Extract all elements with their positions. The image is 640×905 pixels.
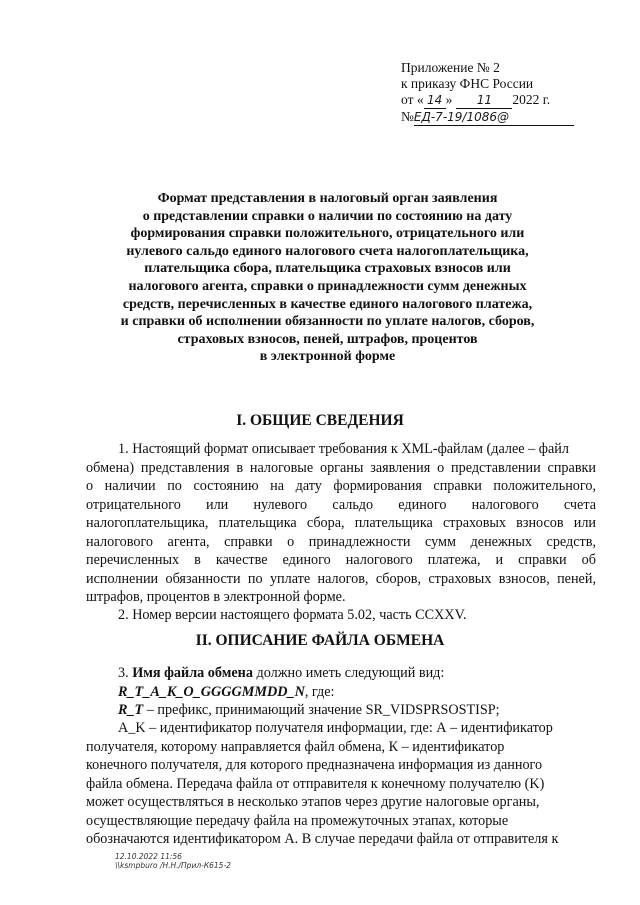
paragraph-line: файла обмена. Передача файла от отправителя к конечному получателю (K) bbox=[86, 775, 545, 792]
title-line: налогового агента, справки о принадлежности сумм денежных bbox=[128, 278, 527, 294]
paragraph-line: о наличии по состоянию на дату формирования справки положительного, bbox=[86, 478, 596, 494]
paragraph-line: налогоплательщика, плательщика сбора, плательщика страховых взносов или bbox=[86, 515, 596, 531]
title-line: формирования справки положительного, отрицательного или bbox=[130, 226, 525, 242]
paragraph-line: 1. Настоящий формат описывает требования к XML-файлам (далее – файл bbox=[118, 441, 569, 457]
title-line: о представлении справки о наличии по состоянию на дату bbox=[142, 208, 513, 224]
paragraph-identifier bbox=[86, 719, 596, 849]
handwritten-number: ЕД-7-19/1086@ bbox=[414, 109, 574, 126]
title-line: и справки об исполнении обязанности по уплате налогов, сборов, bbox=[120, 314, 535, 330]
paragraph-1 bbox=[86, 440, 596, 607]
title-line: плательщика сбора, плательщика страховых взносов или bbox=[144, 261, 511, 277]
file-name-term: Имя файла обмена bbox=[132, 665, 253, 681]
handwritten-month: 11 bbox=[456, 92, 512, 109]
paragraph-line: обозначаются идентификатором A. В случае передачи файла от отправителя к bbox=[86, 831, 559, 847]
section-1-heading: I. ОБЩИЕ СВЕДЕНИЯ bbox=[236, 412, 404, 429]
paragraph-line: конечного получателя, для которого предназначена информация из данного bbox=[86, 757, 543, 773]
footer-stamp: 12.10.2022 11:56 \\ksmpburo /Н.Н./Прил-К615-2 bbox=[115, 852, 231, 870]
paragraph-line: обмена) представления в налоговые органы заявления о представлении справки bbox=[86, 459, 596, 476]
paragraph-2: 2. Номер версии настоящего формата 5.02, часть CCXXV. bbox=[118, 607, 467, 623]
title-line: Формат представления в налоговый орган заявления bbox=[157, 191, 498, 206]
appendix-title: Приложение № 2 bbox=[401, 60, 500, 75]
paragraph-line: штрафов, процентов в электронной форме. bbox=[86, 589, 346, 605]
paragraph-line: получателя, которому направляется файл обмена, К – идентификатор bbox=[86, 738, 505, 755]
paragraph-line: исполнении обязанности по уплате налогов, сборов, страховых взносов, пеней, bbox=[86, 570, 596, 587]
paragraph-line: осуществляющие передачу файла на промежуточных этапах, которые bbox=[86, 812, 509, 829]
appendix-block bbox=[401, 60, 591, 126]
appendix-date: от « 14 » 11 2022 г. bbox=[401, 92, 551, 107]
paragraph-line: налогового агента, справки о принадлежности сумм денежных средств, bbox=[86, 533, 596, 550]
appendix-order-ref: к приказу ФНС России bbox=[401, 76, 534, 91]
handwritten-day: 14 bbox=[424, 92, 446, 109]
paragraph-line: отрицательного или нулевого сальдо единого налогового счета bbox=[86, 496, 596, 513]
file-name-pattern: R_T_A_K_O_GGGGMMDD_N bbox=[118, 683, 305, 700]
paragraph-line: A_K – идентификатор получателя информации, где: А – идентификатор bbox=[118, 720, 553, 736]
title-line: средств, перечисленных в качестве единого налогового платежа, bbox=[122, 296, 533, 312]
title-line: в электронной форме bbox=[259, 349, 396, 365]
appendix-number: №ЕД-7-19/1086@ bbox=[401, 109, 591, 126]
prefix-term: R_T bbox=[118, 702, 144, 718]
document-title bbox=[90, 190, 565, 366]
title-line: нулевого сальдо единого налогового счета налогоплательщика, bbox=[126, 243, 529, 259]
section-2-heading: II. ОПИСАНИЕ ФАЙЛА ОБМЕНА bbox=[195, 632, 445, 649]
paragraph-line: перечисленных в качестве единого налогового платежа, и справки об bbox=[86, 552, 596, 568]
title-line: страховых взносов, пеней, штрафов, процентов bbox=[177, 331, 478, 347]
paragraph-3: 3. Имя файла обмена должно иметь следующий вид: R_T_A_K_O_GGGGMMDD_N, где: R_T – префикс, принимающий значение SR_VIDSPRSOSTISP; bbox=[118, 665, 500, 718]
paragraph-line: может осуществляться в несколько этапов через другие налоговые органы, bbox=[86, 794, 540, 810]
